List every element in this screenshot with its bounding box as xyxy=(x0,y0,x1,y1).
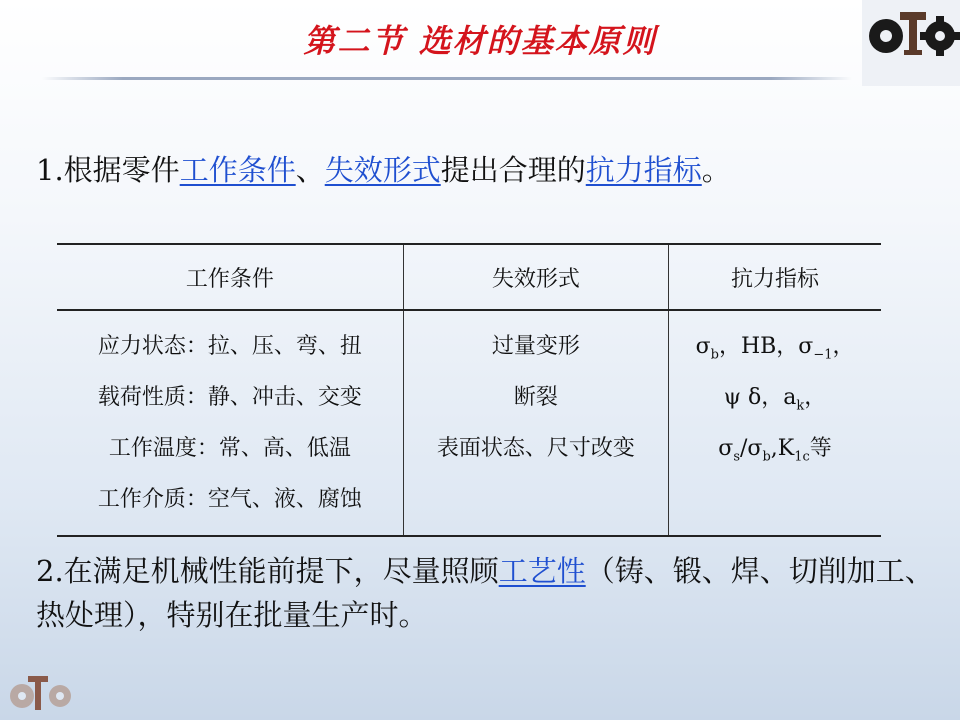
link-work-conditions[interactable]: 工作条件 xyxy=(179,153,296,187)
header-resistance-indices: 抗力指标 xyxy=(669,244,881,310)
condition-medium: 工作介质：空气、液、腐蚀 xyxy=(97,487,362,512)
principle-1-separator: 、 xyxy=(295,153,325,187)
principle-1 xyxy=(36,148,936,192)
principle-2-text-a: 在满足机械性能前提下，尽量照顾 xyxy=(63,554,499,588)
principle-2 xyxy=(36,549,936,637)
index-toughness: $\sigma_s/\sigma_b,K_{1c}$等 xyxy=(718,436,832,465)
principle-1-end: 。 xyxy=(701,153,731,187)
principle-2-number: 2. xyxy=(36,554,64,588)
condition-stress-state: 应力状态：拉、压、弯、扭 xyxy=(97,334,362,359)
index-ductility: ψ δ，$a_k$， xyxy=(723,385,827,414)
gear-rail-logo-icon xyxy=(862,0,960,86)
failure-fracture: 断裂 xyxy=(513,385,558,410)
condition-load-nature: 载荷性质：静、冲击、交变 xyxy=(97,385,362,410)
header-work-conditions: 工作条件 xyxy=(185,266,274,292)
index-strength: $\sigma_b$，HB，$\sigma_{-1}$， xyxy=(695,334,855,363)
conditions-cell xyxy=(57,310,403,536)
principle-1-text-b: 提出合理的 xyxy=(440,153,586,187)
indices-cell xyxy=(669,310,881,536)
failures-cell xyxy=(403,310,668,536)
condition-temperature: 工作温度：常、高、低温 xyxy=(108,436,351,461)
gear-rail-logo-small-icon xyxy=(6,668,76,718)
link-resistance-indices[interactable]: 抗力指标 xyxy=(585,153,702,187)
table-row xyxy=(57,310,881,536)
principle-1-number: 1. xyxy=(36,153,64,187)
failure-deformation: 过量变形 xyxy=(491,334,580,359)
principle-2-text-b: （铸、锻、焊、切削加工、热处理），特别在批量生产时。 xyxy=(36,554,934,632)
title-divider xyxy=(42,77,852,80)
principle-1-text-a: 根据零件 xyxy=(63,153,180,187)
link-processability[interactable]: 工艺性 xyxy=(498,554,586,588)
selection-table xyxy=(57,243,881,537)
failure-surface: 表面状态、尺寸改变 xyxy=(436,436,635,461)
table-header-row xyxy=(57,244,881,310)
link-failure-modes[interactable]: 失效形式 xyxy=(324,153,441,187)
header-failure-modes: 失效形式 xyxy=(403,244,668,310)
slide-title: 第二节 选材的基本原则 xyxy=(303,22,657,60)
